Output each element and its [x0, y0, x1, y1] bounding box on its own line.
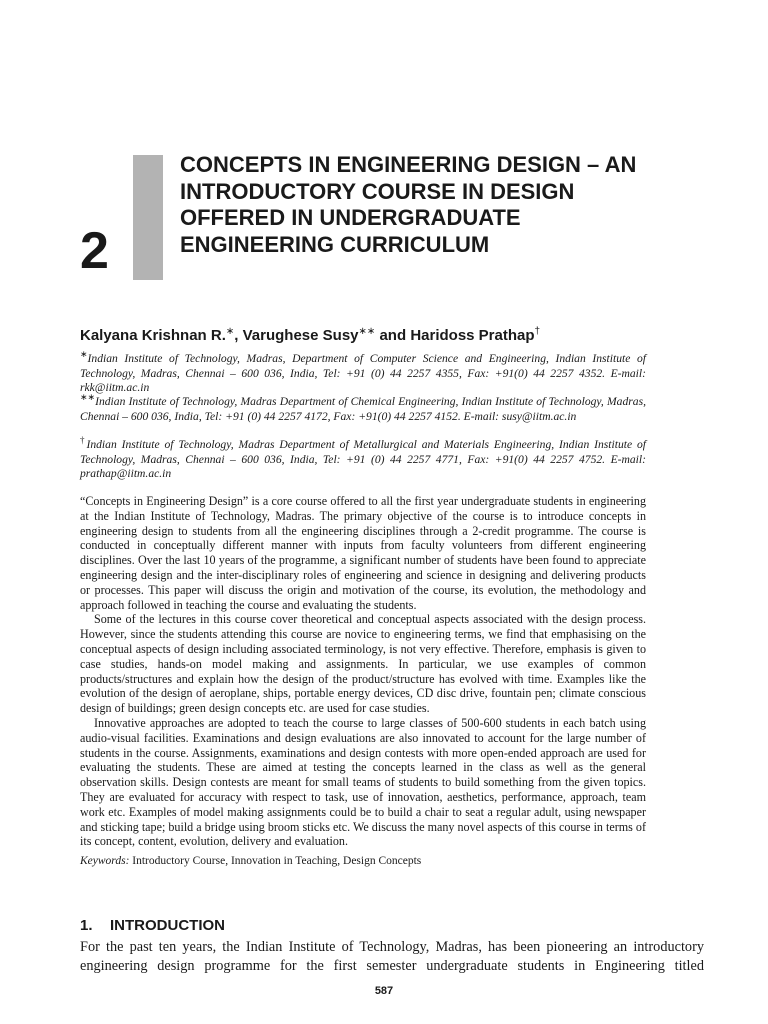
- author-separator: and: [375, 327, 411, 344]
- author-name: Kalyana Krishnan R.: [80, 327, 226, 344]
- author-footnote-mark: ∗: [225, 326, 235, 337]
- affiliation-text: Indian Institute of Technology, Madras Department of Metallurgical and Materials Engineering, Indian Institute of Technology, Madras, Chennai – 600 036, India, Tel: +91 (0) 44 2257 4771, Fax: +91(0) 44 2257 4752. E-mail: prathap@iitm.ac.in: [80, 437, 647, 481]
- section-heading: [80, 917, 225, 935]
- affiliation-mark: ∗∗: [80, 392, 96, 402]
- author-name: Haridoss Prathap: [410, 327, 535, 344]
- affiliation-text: Indian Institute of Technology, Madras Department of Chemical Engineering, Indian Institute of Technology, Madras, Chennai – 600 036, India, Tel: +91 (0) 44 2257 4172, Fax: +91(0) 44 2257 4152. E-mail: susy@iitm.ac.in: [80, 394, 646, 423]
- chapter-header: [80, 152, 640, 280]
- affiliation-mark: ∗: [80, 349, 88, 359]
- chapter-number: 2: [80, 222, 109, 280]
- abstract: [80, 494, 646, 849]
- abstract-paragraph: “Concepts in Engineering Design” is a core course offered to all the first year undergraduate students in engineering at the Indian Institute of Technology, Madras. The primary objective of the course is to introduce concepts in engineering design to students from all the engineering disciplines through a 2-credit programme. The course is conducted in conceptually different manner with inputs from faculty volunteers from different engineering disciplines. Over the last 10 years of the programme, a significant number of students have been found to appreciate engineering design and the inter-disciplinary roles of engineering and science in designing and delivering products or processes. This paper will discuss the origin and motivation of the course, its evolution, the methodology and approach followed in teaching the course and evaluating the students.: [80, 494, 646, 612]
- keywords: [80, 854, 646, 868]
- affiliation-text: Indian Institute of Technology, Madras, Department of Computer Science and Engineering, Indian Institute of Technology, Madras, Chennai – 600 036, India, Tel: +91 (0) 44 2257 4355, Fax: +91(0) 44 2257 4352. E-mail: rkk@iitm.ac.in: [80, 351, 646, 395]
- chapter-accent-bar: [133, 155, 163, 280]
- affiliation: [80, 347, 646, 396]
- page-number: 587: [374, 985, 394, 997]
- author-name: Varughese Susy: [242, 327, 359, 344]
- chapter-title: CONCEPTS IN ENGINEERING DESIGN – AN INTRODUCTORY COURSE IN DESIGN OFFERED IN UNDERGRADUATE ENGINEERING CURRICULUM: [180, 152, 637, 257]
- section-number: 1.: [80, 917, 93, 934]
- author-list: [80, 322, 540, 346]
- keywords-text: Introductory Course, Innovation in Teaching, Design Concepts: [132, 855, 422, 867]
- section-title: INTRODUCTION: [110, 917, 225, 934]
- section-body-text: For the past ten years, the Indian Institute of Technology, Madras, has been pioneering an introductory engineering design programme for the first semester undergraduate students in Engineering titled: [80, 939, 704, 974]
- affiliation: [80, 390, 646, 424]
- author-separator: ,: [234, 327, 243, 344]
- affiliation: [80, 433, 646, 482]
- abstract-paragraph: Innovative approaches are adopted to teach the course to large classes of 500-600 students in each batch using audio-visual facilities. Examinations and design evaluations are also innovated to account for the large number of students in the course. Assignments, examinations and design contests with more open-ended approach are used for evaluating the students. These are aimed at testing the concepts learned in the class as well as the general observation skills. Design contests are meant for small teams of students to build something from the given topics. They are evaluated for accuracy with respect to task, use of innovation, aesthetics, performance, approach, team work etc. Examples of model making assignments could be to build a chair to seat a regular adult, using newspaper and sticking tape; build a bridge using broom sticks etc. We discuss the many novel aspects of this course in terms of its concept, content, evolution, delivery and evaluation.: [80, 715, 646, 849]
- affiliation-mark: †: [80, 435, 87, 445]
- author-footnote-mark: ∗∗: [358, 326, 376, 337]
- keywords-label: Keywords:: [80, 855, 130, 867]
- author-footnote-mark: †: [534, 326, 541, 337]
- abstract-paragraph: Some of the lectures in this course cover theoretical and conceptual aspects associated with the design process. However, since the students attending this course are novice to engineering terms, we find that emphasising on the conceptual aspects of design including associated terminology, is not very effective. Therefore, emphasis is given to case studies, hands-on model making and assignments. In particular, we use examples of common products/structures and explain how the design of the product/structure has evolved with time. Examples like the evolution of the design of aeroplane, ships, portable energy devices, CD disc drive, fountain pen; climate conscious design of buildings; green design concepts etc. are used for case studies.: [80, 612, 646, 716]
